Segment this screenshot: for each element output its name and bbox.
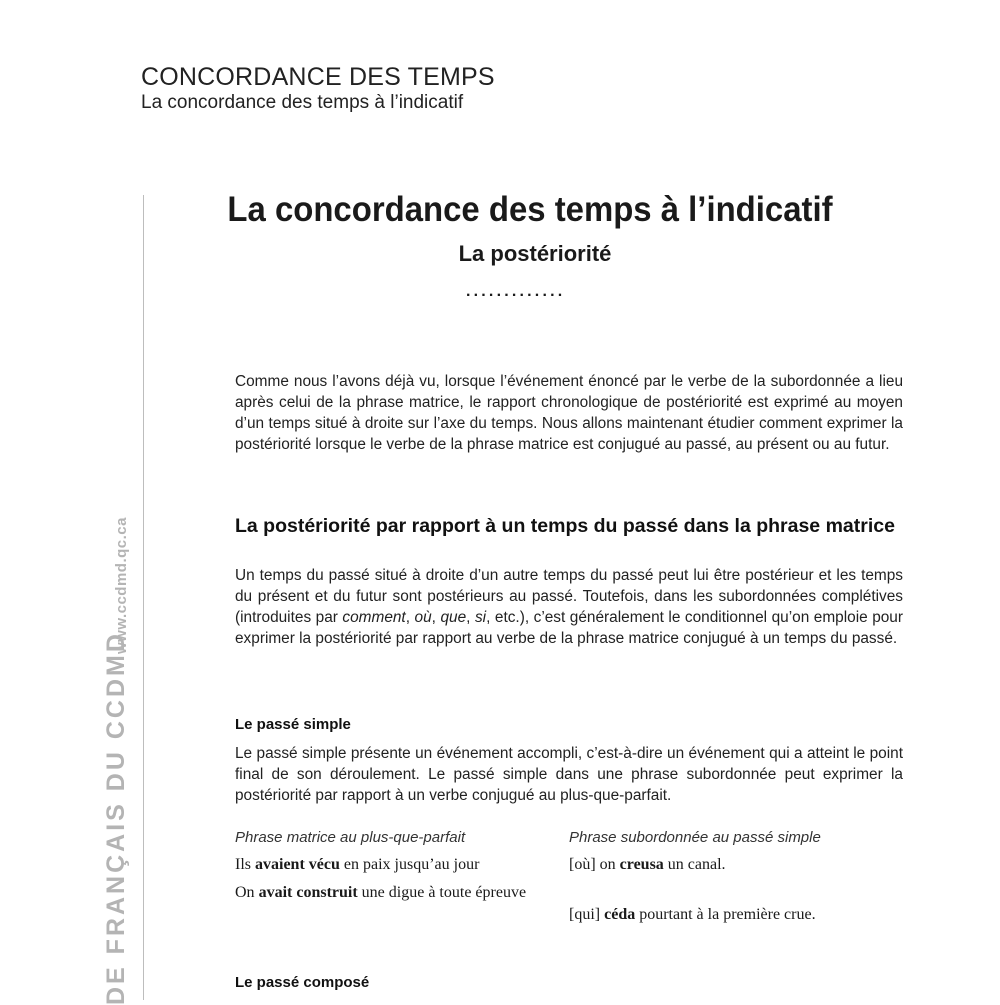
example-column-header-left: Phrase matrice au plus-que-parfait	[235, 829, 466, 846]
example-verb: céda	[604, 906, 636, 923]
example-verb: construit	[296, 884, 358, 901]
section-heading: La postériorité par rapport à un temps du passé dans la phrase matrice	[235, 515, 895, 537]
example-text: On	[235, 884, 259, 901]
example-text: pourtant à la première crue.	[635, 906, 816, 923]
example-text: en paix jusqu’au jour	[339, 856, 480, 873]
section-paragraph-start: Un temps du passé situé à droite d’un autre temps du passé peut lui être postérieur et les temps du présent et du futur sont postérieurs au passé. Toutefois, dans les subordonnées complétives (introduites par	[235, 567, 903, 626]
example-column-header-right: Phrase subordonnée au passé simple	[569, 829, 821, 846]
example-verb: avait	[258, 884, 293, 901]
example-text: une digue à toute épreuve	[357, 884, 527, 901]
example-2-subordinate	[569, 904, 816, 926]
example-verb: creusa	[619, 856, 664, 873]
margin-rule	[143, 195, 144, 1000]
separator: ,	[466, 609, 475, 626]
subheading-passe-simple: Le passé simple	[235, 716, 351, 733]
running-header-title: CONCORDANCE DES TEMPS	[141, 63, 495, 91]
running-header-subtitle: La concordance des temps à l’indicatif	[141, 92, 464, 113]
italic-si: si	[474, 609, 487, 626]
example-1-subordinate	[569, 854, 726, 876]
page-title: La concordance des temps à l’indicatif	[227, 190, 833, 229]
example-text: un canal.	[663, 856, 726, 873]
example-text: Ils	[235, 856, 255, 873]
separator: ,	[405, 609, 415, 626]
italic-ou: où	[414, 609, 432, 626]
subheading-passe-compose: Le passé composé	[235, 974, 370, 991]
italic-que: que	[440, 609, 467, 626]
separator: ,	[431, 609, 441, 626]
section-paragraph	[235, 565, 903, 649]
example-text: [qui]	[569, 906, 605, 923]
side-url-text: www.ccdmd.qc.ca	[113, 517, 130, 654]
example-2-matrix	[235, 882, 535, 904]
page-subtitle: La postériorité	[458, 241, 612, 266]
running-header	[141, 62, 495, 114]
italic-comment: comment	[342, 609, 406, 626]
example-1-matrix	[235, 854, 479, 876]
title-dotted-divider: .............	[466, 283, 566, 300]
passe-simple-paragraph: Le passé simple présente un événement accompli, c’est-à-dire un événement qui a atteint le point final de son déroulement. Le passé simple dans une phrase subordonnée peut exprimer la postériorité par rapport à un verbe conjugué au plus-que-parfait.	[235, 745, 903, 804]
example-verb: avaient vécu	[255, 856, 340, 873]
example-text: [où] on	[569, 856, 620, 873]
side-brand-text: DE FRANÇAIS DU CCDMD	[102, 631, 130, 1005]
section-paragraph-end: , etc.), c’est généralement le conditionnel qu’on emploie pour exprimer la postériorité par rapport au verbe de la phrase matrice conjugué à un temps du passé.	[235, 609, 903, 647]
intro-paragraph: Comme nous l’avons déjà vu, lorsque l’événement énoncé par le verbe de la subordonnée a lieu après celui de la phrase matrice, le rapport chronologique de postériorité est exprimé au moyen d’un temps situé à droite sur l’axe du temps. Nous allons maintenant étudier comment exprimer la postériorité lorsque le verbe de la phrase matrice est conjugué au passé, au présent ou au futur.	[235, 373, 903, 453]
